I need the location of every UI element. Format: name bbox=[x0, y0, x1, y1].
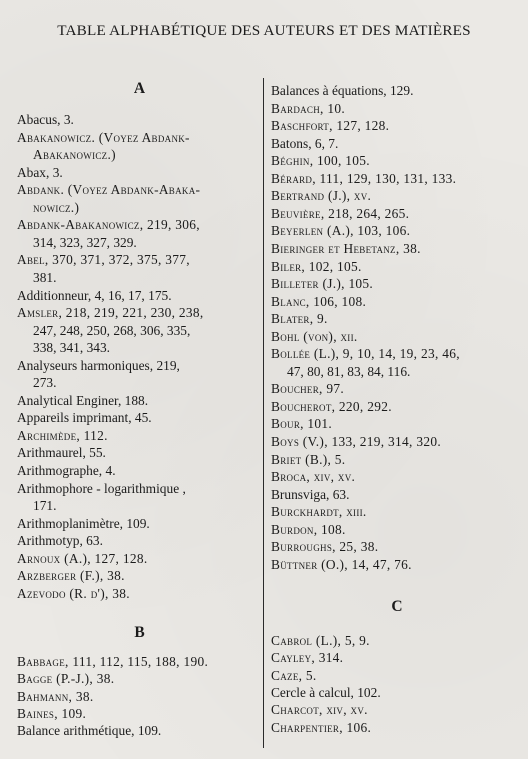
index-entry-line: Balances à équations, 129. bbox=[271, 83, 414, 98]
index-entry-line: Amsler, 218, 219, 221, 230, 238, bbox=[17, 305, 204, 321]
index-entry-line: Caze, 5. bbox=[271, 667, 317, 683]
index-entry-line: Babbage, 111, 112, 115, 188, 190. bbox=[17, 654, 209, 669]
index-entry-line: Bardach, 10. bbox=[271, 100, 345, 116]
index-entry-line: Boucherot, 220, 292. bbox=[271, 398, 392, 414]
index-entry-line: Abdank-Abakanowicz, 219, 306, bbox=[17, 217, 200, 233]
index-entry-line: Abakanowicz. (Voyez Abdank- bbox=[17, 129, 190, 145]
index-entry-line: Additionneur, 4, 16, 17, 175. bbox=[17, 287, 172, 303]
index-entry-line: Bagge (P.-J.), 38. bbox=[17, 671, 115, 687]
index-entry-line: Burdon, 108. bbox=[271, 521, 346, 537]
index-entry-line: Appareils imprimant, 45. bbox=[17, 410, 152, 426]
index-entry-line: Blater, 9. bbox=[271, 311, 328, 327]
index-entry-line: Charcot, xiv, xv. bbox=[271, 702, 368, 718]
index-entry-line: Beuvière, 218, 264, 265. bbox=[271, 205, 410, 221]
index-entry-line: Batons, 6, 7. bbox=[271, 135, 339, 151]
index-entry-line: Baschfort, 127, 128. bbox=[271, 118, 390, 134]
index-entry-line: Broca, xiv, xv. bbox=[271, 469, 356, 485]
index-entry-line: Blanc, 106, 108. bbox=[271, 293, 367, 309]
index-entry-line: Bahmann, 38. bbox=[17, 688, 94, 704]
index-entry-line: Arzberger (F.), 38. bbox=[17, 568, 125, 584]
index-entry-line: Arnoux (A.), 127, 128. bbox=[17, 550, 148, 566]
index-entry-line: nowicz.) bbox=[33, 199, 80, 215]
section-heading-c: C bbox=[391, 598, 403, 615]
index-entry-line: 171. bbox=[33, 498, 57, 514]
index-entry-line: 273. bbox=[33, 375, 57, 391]
index-entry-line: Cabrol (L.), 5, 9. bbox=[271, 633, 370, 648]
index-entry-line: Brunsviga, 63. bbox=[271, 486, 350, 502]
index-entry-line: Charpentier, 106. bbox=[271, 719, 372, 735]
index-entry-line: Bour, 101. bbox=[271, 416, 333, 432]
index-entry-line: Balance arithmétique, 109. bbox=[17, 723, 162, 739]
index-entry-line: Briet (B.), 5. bbox=[271, 451, 346, 467]
index-entry-line: Analyseurs harmoniques, 219, bbox=[17, 357, 180, 373]
index-entry-line: Arithmoplanimètre, 109. bbox=[17, 515, 150, 531]
index-entry-line: Cayley, 314. bbox=[271, 650, 344, 666]
index-entry-line: Azevodo (R. d'), 38. bbox=[17, 585, 130, 601]
column-divider bbox=[263, 78, 264, 748]
page-title: TABLE ALPHABÉTIQUE DES AUTEURS ET DES MATIÈRES bbox=[57, 22, 471, 39]
index-entry-line: 47, 80, 81, 83, 84, 116. bbox=[287, 363, 411, 379]
index-entry-line: 247, 248, 250, 268, 306, 335, bbox=[33, 322, 191, 338]
section-heading-a: A bbox=[133, 80, 146, 97]
index-entry-line: Abdank. (Voyez Abdank-Abaka- bbox=[17, 182, 201, 198]
index-entry-line: Bollée (L.), 9, 10, 14, 19, 23, 46, bbox=[271, 346, 460, 362]
index-entry-line: Biler, 102, 105. bbox=[271, 258, 362, 274]
index-entry-line: Boys (V.), 133, 219, 314, 320. bbox=[271, 434, 441, 449]
index-entry-line: Abakanowicz.) bbox=[33, 147, 116, 163]
index-entry-line: 381. bbox=[33, 269, 57, 285]
index-entry-line: Arithmophore - logarithmique , bbox=[17, 480, 186, 496]
index-entry-line: Cercle à calcul, 102. bbox=[271, 684, 381, 700]
index-entry-line: Archimède, 112. bbox=[17, 427, 108, 443]
index-entry-line: Burroughs, 25, 38. bbox=[271, 539, 379, 555]
index-entry-line: Béghin, 100, 105. bbox=[271, 153, 370, 169]
index-entry-line: Arithmaurel, 55. bbox=[17, 445, 106, 461]
index-entry-line: Bérard, 111, 129, 130, 131, 133. bbox=[271, 170, 457, 186]
index-entry-line: Baines, 109. bbox=[17, 705, 87, 721]
index-entry-line: Arithmotyp, 63. bbox=[17, 533, 103, 549]
index-entry-line: Boucher, 97. bbox=[271, 381, 344, 397]
index-entry-line: Abel, 370, 371, 372, 375, 377, bbox=[17, 252, 190, 268]
index-entry-line: Abax, 3. bbox=[17, 164, 63, 180]
index-entry-line: Analytical Enginer, 188. bbox=[17, 392, 149, 408]
index-entry-line: 314, 323, 327, 329. bbox=[33, 234, 137, 250]
index-entry-line: Bertrand (J.), xv. bbox=[271, 188, 372, 204]
index-entry-line: Arithmographe, 4. bbox=[17, 463, 116, 478]
index-entry-line: 338, 341, 343. bbox=[33, 340, 110, 356]
index-entry-line: Bohl (von), xii. bbox=[271, 328, 358, 344]
index-entry-line: Abacus, 3. bbox=[17, 112, 74, 127]
index-entry-line: Burckhardt, xiii. bbox=[271, 504, 367, 520]
index-entry-line: Billeter (J.), 105. bbox=[271, 276, 374, 292]
index-entry-line: Büttner (O.), 14, 47, 76. bbox=[271, 556, 412, 572]
index-entry-line: Bieringer et Hebetanz, 38. bbox=[271, 240, 421, 256]
index-entry-line: Beyerlen (A.), 103, 106. bbox=[271, 223, 411, 239]
section-heading-b: B bbox=[134, 624, 145, 641]
